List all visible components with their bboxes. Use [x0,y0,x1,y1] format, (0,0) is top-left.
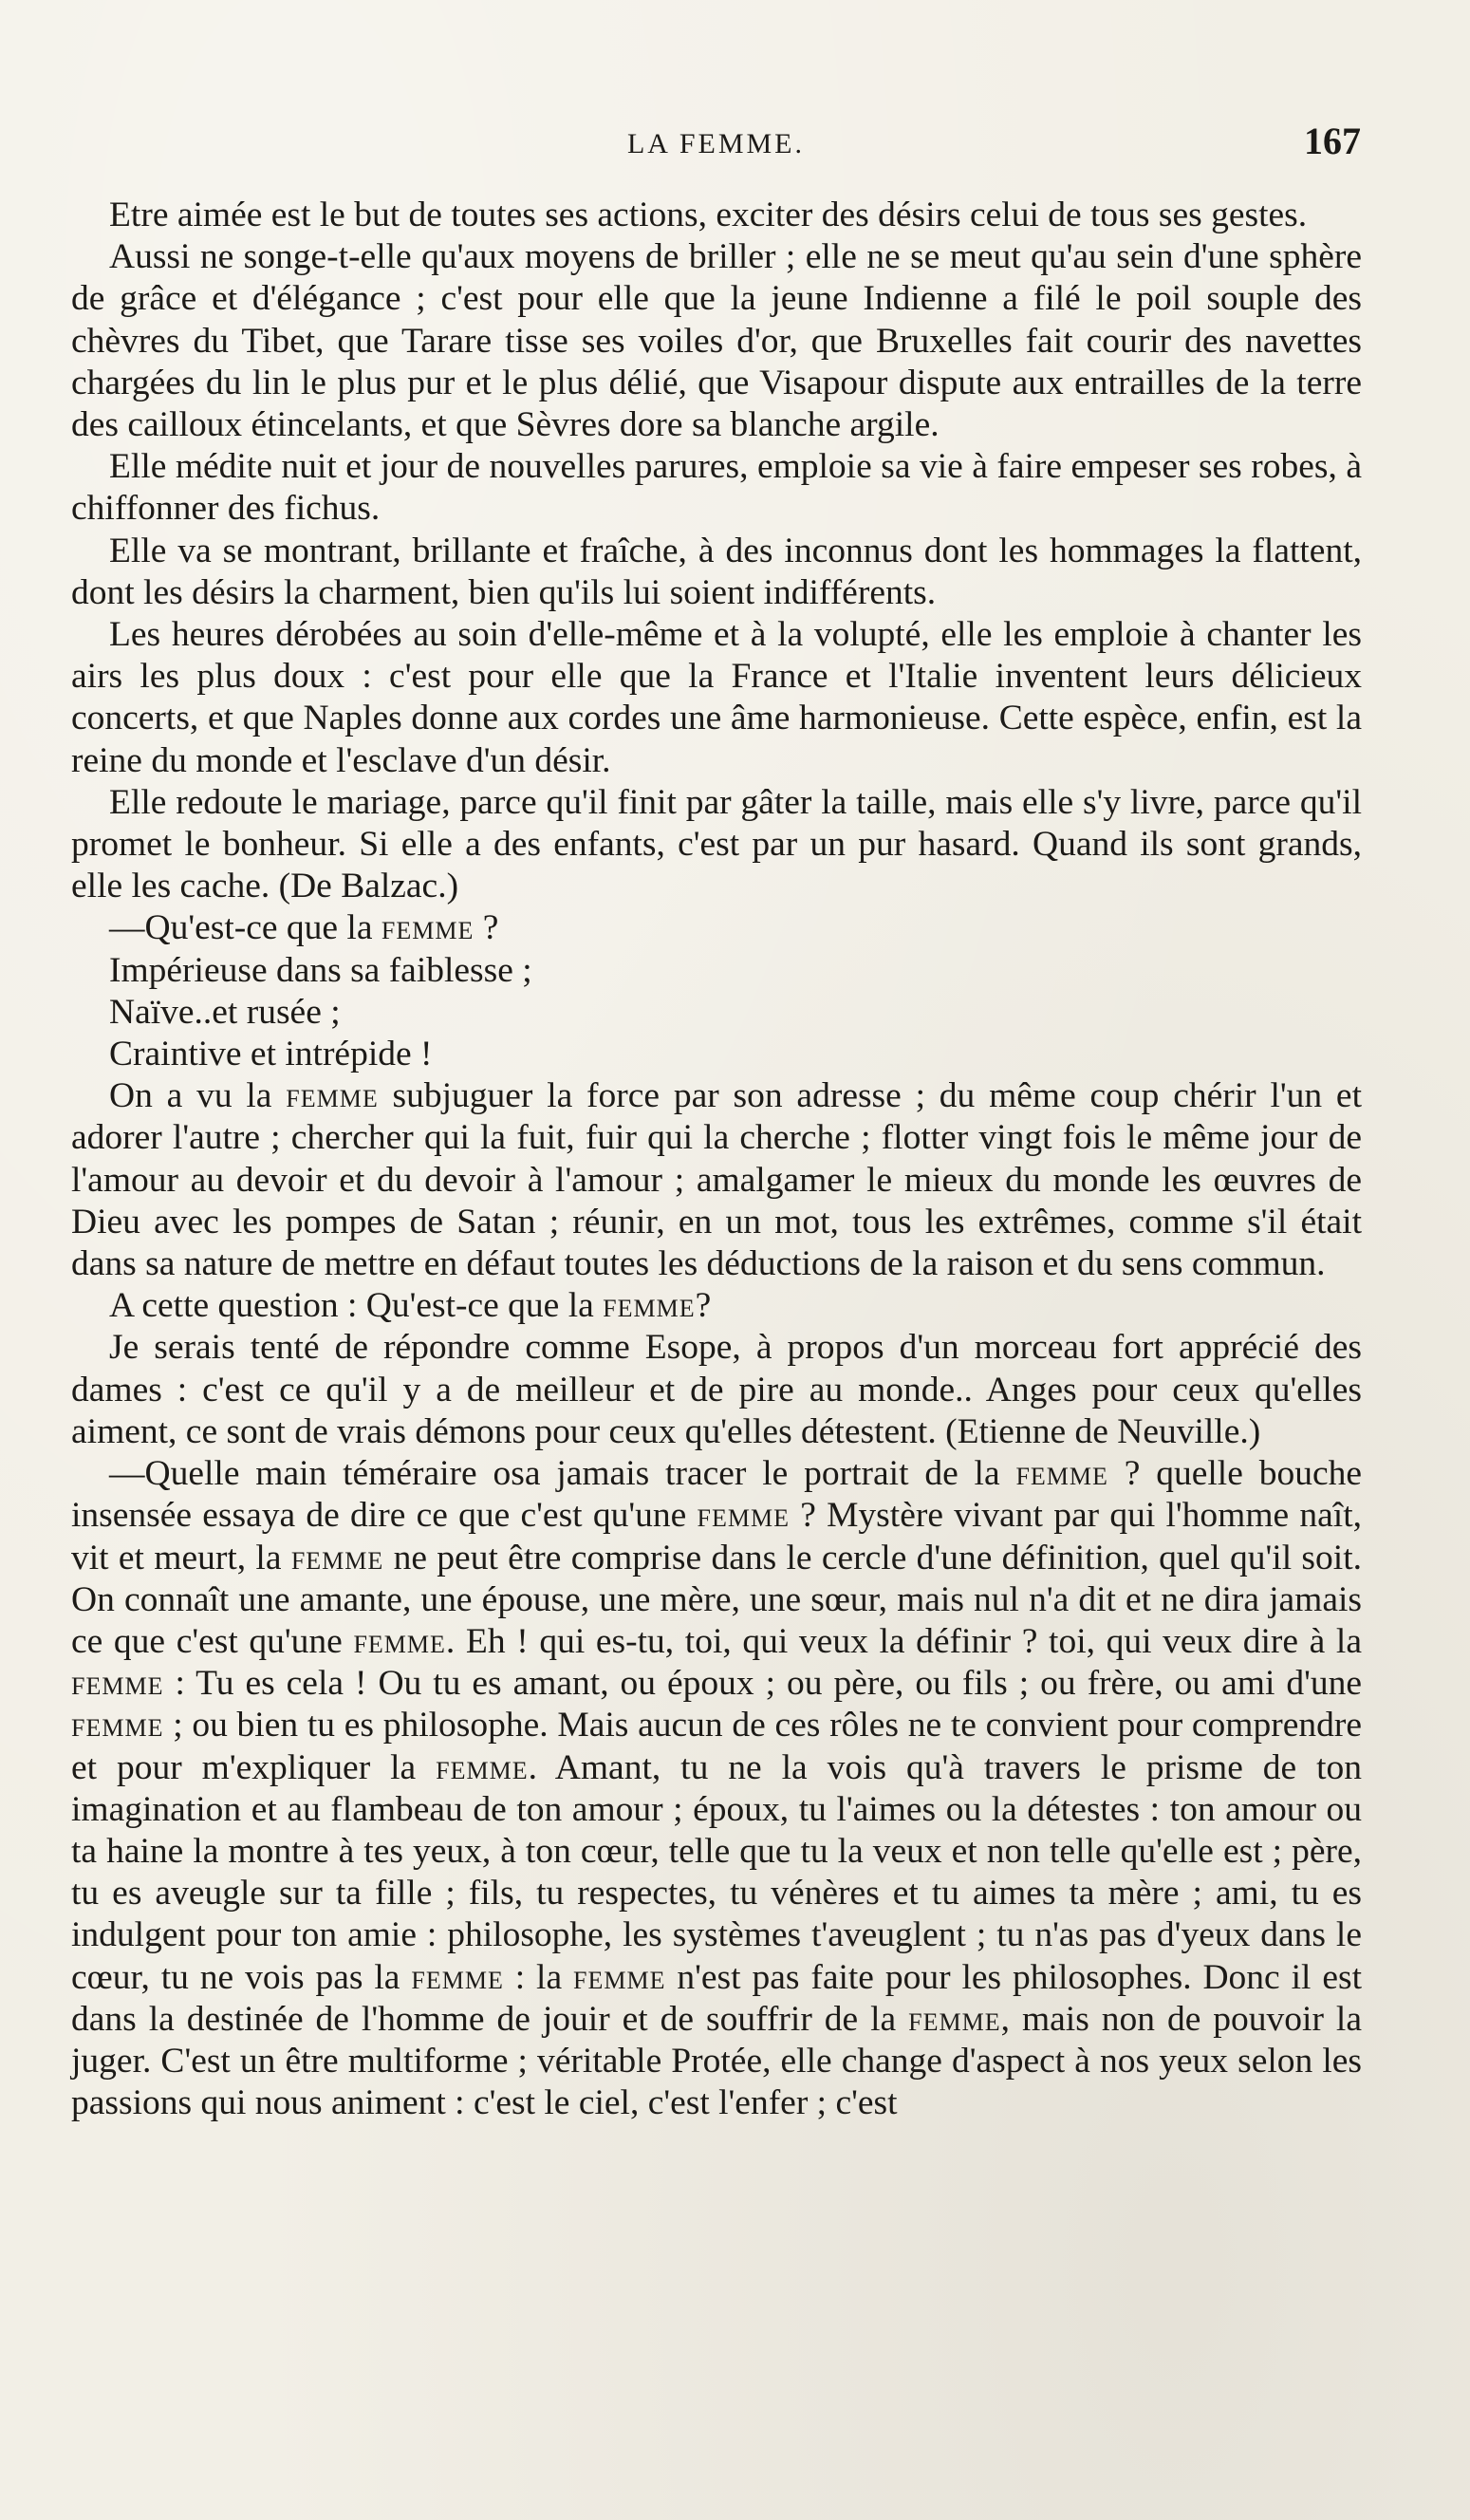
small-caps-word: femme [71,1706,164,1745]
text-run: subjuguer la force par son adresse ; du même coup chérir l'un et adorer l'autre ; chercher qui la fuit, fuir qui la cherche ; flotter vingt fois le même jour de l'amour au devoir et du devoir à l'amour ; amalgamer le mieux du monde les œuvres de Dieu avec les pompes de Satan ; réunir, en un mot, tous les extrêmes, comme s'il était dans sa nature de mettre en défaut toutes les déductions de la raison et du sens commun. [71,1076,1362,1284]
text-run: ? [695,1286,712,1326]
verse-line: Naïve..et rusée ; [109,992,341,1032]
paragraph [71,1075,1362,1285]
question-prefix: —Qu'est-ce que la [109,908,381,948]
text-run: ? quelle bouche insensée essaya de dire ce que c'est qu'une [71,1454,1362,1536]
text-run: ? Mystère vivant par qui l'homme naît, vit et meurt, la [71,1496,1363,1577]
text-run: n'est pas faite pour les philosophes. Donc il est dans la destinée de l'homme de jouir et de souffrir de la [71,1957,1362,2039]
paragraph: Etre aimée est le but de toutes ses actions, exciter des désirs celui de tous ses gestes. [109,196,1308,234]
verse-line: Impérieuse dans sa faiblesse ; [109,950,532,990]
text-run: ne peut être comprise dans le cercle d'une définition, quel qu'il soit. On connaît une amante, une épouse, une mère, une sœur, mais nul n'a dit et ne dira jamais ce que c'est qu'une [71,1538,1362,1661]
running-title: LA FEMME. [626,128,806,159]
body-text [71,195,1362,2124]
text-run: —Quelle main téméraire osa jamais tracer le portrait de la [109,1454,1016,1494]
text-run: A cette question : Qu'est-ce que la [109,1286,604,1326]
small-caps-word: femme [1015,1454,1108,1494]
text-run: ; ou bien tu es philosophe. Mais aucun de ces rôles ne te convient pour comprendre et pour m'expliquer la [71,1706,1362,1787]
question-line [71,907,1362,949]
small-caps-word: femme [573,1957,666,1997]
text-run: On a vu la [109,1076,287,1116]
small-caps-word: femme [290,1538,384,1577]
text-run: . Amant, tu ne la vois qu'à travers le prisme de ton imagination et au flambeau de ton amour ; époux, tu l'aimes ou la détestes : ton amour ou ta haine la montre à tes yeux, à ton cœur, telle que tu la veux et non telle qu'elle est ; père, tu es aveugle sur ta fille ; fils, tu respectes, tu vénères et tu aimes ta mère ; ami, tu es indulgent pour ton amie : philosophe, les systèmes t'aveuglent ; tu n'as pas d'yeux dans le cœur, tu ne vois pas la [71,1747,1363,1997]
small-caps-word: femme [381,908,474,948]
text-run: , mais non de pouvoir la juger. C'est un être multiforme ; véritable Protée, elle change d'aspect à nos yeux selon les passions qui nous animent : c'est le ciel, c'est l'enfer ; c'est [71,1999,1362,2123]
small-caps-word: femme [697,1496,790,1536]
small-caps-word: femme [286,1076,379,1116]
question-suffix: ? [474,908,499,948]
paragraph: Elle médite nuit et jour de nouvelles parures, emploie sa vie à faire empeser ses robes, à chiffonner des fichus. [71,447,1362,529]
paragraph [71,1285,1362,1327]
page-number: 167 [1304,120,1361,162]
small-caps-word: femme [411,1957,504,1997]
paragraph: Je serais tenté de répondre comme Esope, à propos d'un morceau fort apprécié des dames : c'est ce qu'il y a de meilleur et de pire au monde.. Anges pour ceux qu'elles aiment, ce sont de vrais démons pour ceux qu'elles détestent. (Etienne de Neuville.) [71,1328,1362,1451]
text-run: . Eh ! qui es-tu, toi, qui veux la définir ? toi, qui veux dire à la [445,1621,1362,1661]
text-run: : la [503,1957,574,1997]
page-header [71,119,1361,166]
small-caps-word: femme [603,1286,696,1326]
paragraph: Elle va se montrant, brillante et fraîche, à des inconnus dont les hommages la flattent, dont les désirs la charment, bien qu'ils lui soient indifférents. [71,531,1362,612]
small-caps-word: femme [353,1621,446,1661]
small-caps-word: femme [436,1747,529,1787]
paragraph: Les heures dérobées au soin d'elle-même et à la volupté, elle les emploie à chanter les airs les plus doux : c'est pour elle que la France et l'Italie inventent leurs délicieux concerts, et que Naples donne aux cordes une âme harmonieuse. Cette espèce, enfin, est la reine du monde et l'esclave d'un désir. [71,615,1362,780]
paragraph: Aussi ne songe-t-elle qu'aux moyens de briller ; elle ne se meut qu'au sein d'une sphère de grâce et d'élégance ; c'est pour elle que la jeune Indienne a filé le poil souple des chèvres du Tibet, que Tarare tisse ses voiles d'or, que Bruxelles fait courir des navettes chargées du lin le plus pur et le plus délié, que Visapour dispute aux entrailles de la terre des cailloux étincelants, et que Sèvres dore sa blanche argile. [71,237,1362,445]
verse-line: Craintive et intrépide ! [109,1035,433,1074]
small-caps-word: femme [908,1999,1001,2039]
paragraph: Elle redoute le mariage, parce qu'il finit par gâter la taille, mais elle s'y livre, parce qu'il promet le bonheur. Si elle a des enfants, c'est par un pur hasard. Quand ils sont grands, elle les cache. (De Balzac.) [71,782,1362,906]
text-run: : Tu es cela ! Ou tu es amant, ou époux ; ou père, ou fils ; ou frère, ou ami d'une [163,1664,1362,1704]
paragraph [71,1453,1362,2124]
small-caps-word: femme [71,1664,164,1704]
